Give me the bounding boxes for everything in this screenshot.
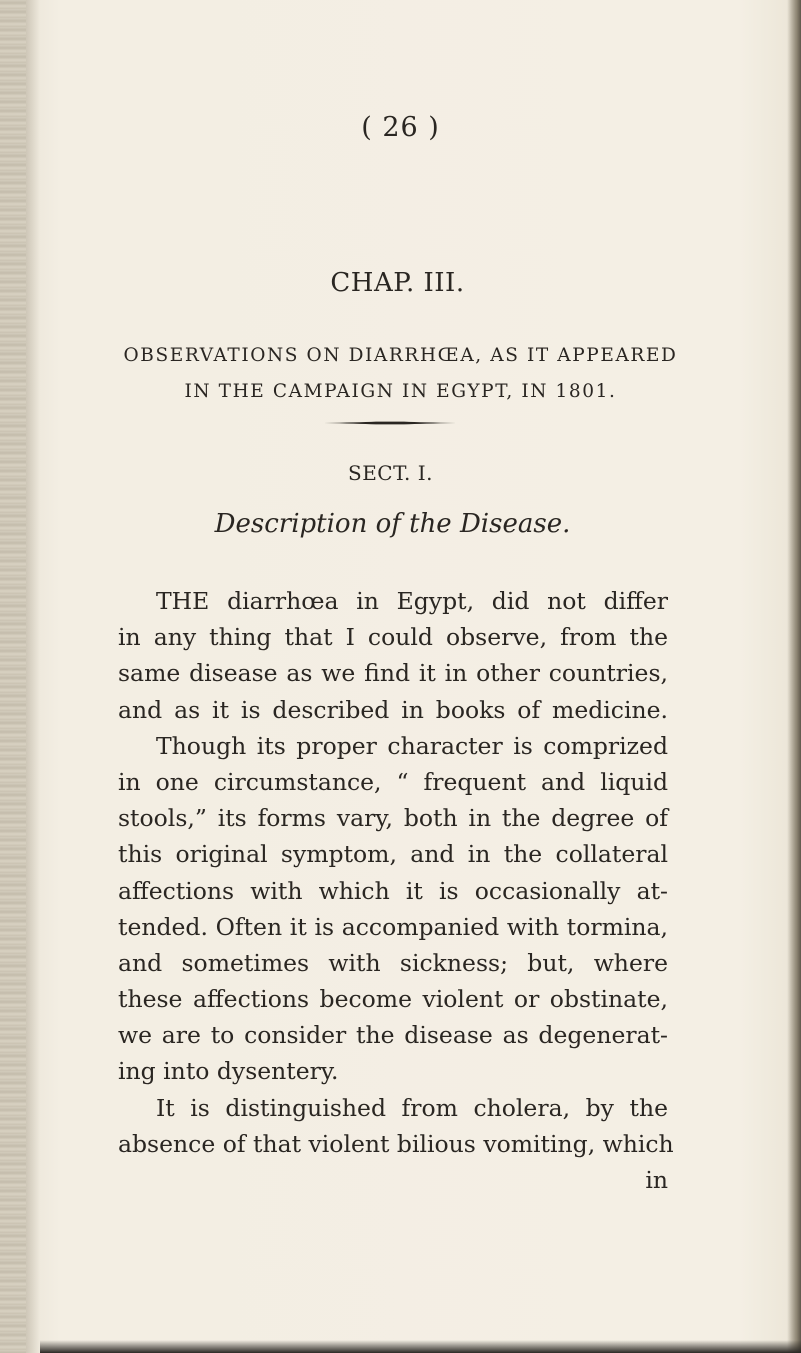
- text-line: THE diarrhœa in Egypt, did not differ: [156, 587, 668, 615]
- text-line: same disease as we find it in other countries,: [118, 659, 668, 688]
- body-text: [118, 583, 674, 1198]
- text-line: affections with which it is occasionally at-: [118, 876, 668, 905]
- page-binding-shadow: [0, 0, 26, 1353]
- page-right-edge: [787, 0, 801, 1353]
- section-heading: SECT. I.: [348, 461, 433, 485]
- text-line: and sometimes with sickness; but, where: [118, 948, 668, 977]
- subtitle-line-1: OBSERVATIONS ON DIARRHŒA, AS IT APPEARED: [123, 345, 678, 366]
- page-bottom-edge: [40, 1340, 801, 1353]
- page-gutter-shadow: [26, 0, 40, 1353]
- text-line: these affections become violent or obstinate,: [118, 985, 668, 1014]
- text-line: Though its proper character is comprized: [156, 731, 668, 760]
- text-line: stools,” its forms vary, both in the degree of: [118, 804, 668, 833]
- chapter-heading: CHAP. III.: [330, 268, 465, 298]
- page-number: ( 26 ): [361, 112, 440, 143]
- text-line: ing into dysentery.: [118, 1057, 339, 1086]
- chapter-subtitle: [0, 338, 801, 410]
- ornamental-rule: [324, 420, 456, 426]
- text-line: and as it is described in books of medicine.: [118, 695, 668, 724]
- text-line: in one circumstance, “ frequent and liquid: [118, 767, 668, 796]
- subtitle-line-2: IN THE CAMPAIGN IN EGYPT, IN 1801.: [184, 381, 617, 402]
- text-line: this original symptom, and in the collateral: [118, 840, 668, 869]
- catchword: in: [645, 1166, 668, 1194]
- section-title: Description of the Disease.: [214, 509, 571, 539]
- text-line: in any thing that I could observe, from the: [118, 623, 668, 652]
- text-line: tended. Often it is accompanied with tormina,: [118, 912, 668, 941]
- text-line: It is distinguished from cholera, by the: [156, 1093, 668, 1122]
- text-line: we are to consider the disease as degenerat-: [118, 1021, 668, 1050]
- text-line: absence of that violent bilious vomiting, which: [118, 1129, 674, 1158]
